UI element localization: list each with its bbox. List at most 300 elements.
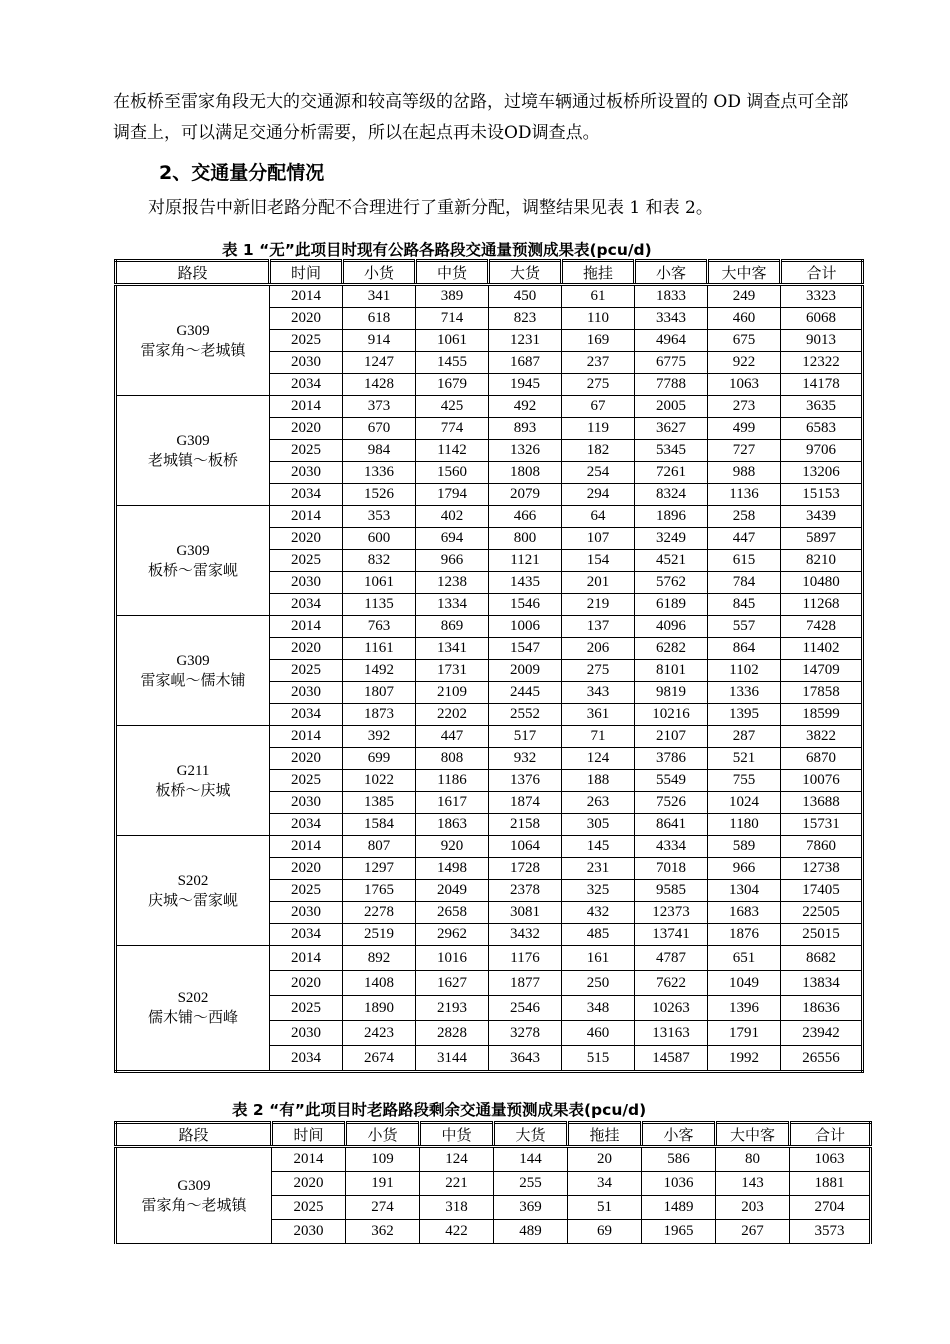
column-header: 合计 <box>790 1123 871 1147</box>
volume-cell: 485 <box>562 924 635 946</box>
volume-cell: 1231 <box>489 330 562 352</box>
volume-cell: 1024 <box>708 792 781 814</box>
volume-cell: 13163 <box>635 1021 708 1046</box>
volume-cell: 25015 <box>781 924 863 946</box>
volume-cell: 1121 <box>489 550 562 572</box>
volume-cell: 1334 <box>416 594 489 616</box>
volume-cell: 69 <box>568 1220 642 1244</box>
segment-name: 板桥～雷家岘 <box>147 562 238 579</box>
volume-cell: 13834 <box>781 971 863 996</box>
column-header: 拖挂 <box>568 1123 642 1147</box>
volume-cell: 2107 <box>635 726 708 748</box>
volume-cell: 2158 <box>489 814 562 836</box>
volume-cell: 6870 <box>781 748 863 770</box>
volume-cell: 755 <box>708 770 781 792</box>
segment-cell <box>116 396 270 506</box>
volume-cell: 447 <box>416 726 489 748</box>
column-header: 路段 <box>116 1123 272 1147</box>
volume-cell: 3323 <box>781 285 863 308</box>
year-cell: 2020 <box>272 1172 346 1196</box>
volume-cell: 1863 <box>416 814 489 836</box>
volume-cell: 1584 <box>343 814 416 836</box>
volume-cell: 2445 <box>489 682 562 704</box>
volume-cell: 2009 <box>489 660 562 682</box>
volume-cell: 1063 <box>708 374 781 396</box>
volume-cell: 460 <box>562 1021 635 1046</box>
year-cell: 2034 <box>270 924 343 946</box>
year-cell: 2014 <box>270 506 343 528</box>
segment-cell <box>116 616 270 726</box>
volume-cell: 18636 <box>781 996 863 1021</box>
volume-cell: 273 <box>708 396 781 418</box>
volume-cell: 348 <box>562 996 635 1021</box>
year-cell: 2020 <box>270 638 343 660</box>
volume-cell: 5345 <box>635 440 708 462</box>
road-segment-group <box>116 506 863 616</box>
volume-cell: 2278 <box>343 902 416 924</box>
volume-cell: 823 <box>489 308 562 330</box>
volume-cell: 3439 <box>781 506 863 528</box>
volume-cell: 1808 <box>489 462 562 484</box>
volume-cell: 201 <box>562 572 635 594</box>
volume-cell: 845 <box>708 594 781 616</box>
volume-cell: 1408 <box>343 971 416 996</box>
volume-cell: 4521 <box>635 550 708 572</box>
volume-cell: 23942 <box>781 1021 863 1046</box>
table-header-row <box>116 1123 871 1147</box>
volume-cell: 1731 <box>416 660 489 682</box>
year-cell: 2030 <box>270 1021 343 1046</box>
year-cell: 2030 <box>270 682 343 704</box>
intro-paragraph-2: 对原报告中新旧老路分配不合理进行了重新分配，调整结果见表 1 和表 2。 <box>148 198 713 218</box>
table-row <box>116 726 863 748</box>
volume-cell: 3278 <box>489 1021 562 1046</box>
volume-cell: 3432 <box>489 924 562 946</box>
column-header: 时间 <box>270 261 343 285</box>
volume-cell: 675 <box>708 330 781 352</box>
volume-cell: 80 <box>716 1147 790 1172</box>
volume-cell: 145 <box>562 836 635 858</box>
volume-cell: 1341 <box>416 638 489 660</box>
volume-cell: 9013 <box>781 330 863 352</box>
volume-cell: 11402 <box>781 638 863 660</box>
volume-cell: 808 <box>416 748 489 770</box>
volume-cell: 305 <box>562 814 635 836</box>
volume-cell: 325 <box>562 880 635 902</box>
volume-cell: 206 <box>562 638 635 660</box>
volume-cell: 274 <box>346 1196 420 1220</box>
volume-cell: 1794 <box>416 484 489 506</box>
table-row <box>116 836 863 858</box>
road-segment-group <box>116 836 863 946</box>
volume-cell: 2546 <box>489 996 562 1021</box>
table1-caption: 表 1 “无”此项目时现有公路各路段交通量预测成果表(pcu/d) <box>222 241 652 259</box>
year-cell: 2025 <box>270 770 343 792</box>
segment-name: 庆城～雷家岘 <box>147 892 238 909</box>
year-cell: 2034 <box>270 1046 343 1072</box>
volume-cell: 362 <box>346 1220 420 1244</box>
column-header: 大货 <box>489 261 562 285</box>
volume-cell: 2658 <box>416 902 489 924</box>
volume-cell: 466 <box>489 506 562 528</box>
volume-cell: 8210 <box>781 550 863 572</box>
volume-cell: 294 <box>562 484 635 506</box>
volume-cell: 1489 <box>642 1196 716 1220</box>
volume-cell: 499 <box>708 418 781 440</box>
volume-cell: 1498 <box>416 858 489 880</box>
segment-cell <box>116 836 270 946</box>
volume-cell: 600 <box>343 528 416 550</box>
volume-cell: 1063 <box>790 1147 871 1172</box>
road-segment-group <box>116 285 863 396</box>
volume-cell: 71 <box>562 726 635 748</box>
volume-cell: 714 <box>416 308 489 330</box>
year-cell: 2014 <box>270 285 343 308</box>
volume-cell: 3343 <box>635 308 708 330</box>
volume-cell: 14178 <box>781 374 863 396</box>
road-segment-group <box>116 1147 871 1244</box>
volume-cell: 2202 <box>416 704 489 726</box>
column-header: 合计 <box>781 261 863 285</box>
volume-cell: 263 <box>562 792 635 814</box>
volume-cell: 237 <box>562 352 635 374</box>
volume-cell: 3786 <box>635 748 708 770</box>
volume-cell: 7788 <box>635 374 708 396</box>
volume-cell: 10480 <box>781 572 863 594</box>
volume-cell: 694 <box>416 528 489 550</box>
volume-cell: 5897 <box>781 528 863 550</box>
year-cell: 2034 <box>270 704 343 726</box>
volume-cell: 492 <box>489 396 562 418</box>
volume-cell: 64 <box>562 506 635 528</box>
volume-cell: 124 <box>420 1147 494 1172</box>
volume-cell: 4964 <box>635 330 708 352</box>
volume-cell: 3081 <box>489 902 562 924</box>
volume-cell: 1186 <box>416 770 489 792</box>
volume-cell: 460 <box>708 308 781 330</box>
volume-cell: 1304 <box>708 880 781 902</box>
road-segment-group <box>116 946 863 1072</box>
table-row <box>116 1147 871 1172</box>
volume-cell: 2109 <box>416 682 489 704</box>
volume-cell: 1833 <box>635 285 708 308</box>
year-cell: 2025 <box>272 1196 346 1220</box>
volume-cell: 20 <box>568 1147 642 1172</box>
road-segment-group <box>116 396 863 506</box>
volume-cell: 892 <box>343 946 416 971</box>
volume-cell: 784 <box>708 572 781 594</box>
volume-cell: 1679 <box>416 374 489 396</box>
volume-cell: 219 <box>562 594 635 616</box>
volume-cell: 1022 <box>343 770 416 792</box>
year-cell: 2030 <box>270 352 343 374</box>
volume-cell: 343 <box>562 682 635 704</box>
volume-cell: 144 <box>494 1147 568 1172</box>
volume-cell: 10263 <box>635 996 708 1021</box>
volume-cell: 1881 <box>790 1172 871 1196</box>
volume-cell: 699 <box>343 748 416 770</box>
volume-cell: 1560 <box>416 462 489 484</box>
volume-cell: 1247 <box>343 352 416 374</box>
column-header: 小货 <box>346 1123 420 1147</box>
volume-cell: 864 <box>708 638 781 660</box>
volume-cell: 1006 <box>489 616 562 638</box>
volume-cell: 2423 <box>343 1021 416 1046</box>
column-header: 中货 <box>416 261 489 285</box>
volume-cell: 5549 <box>635 770 708 792</box>
volume-cell: 188 <box>562 770 635 792</box>
volume-cell: 2828 <box>416 1021 489 1046</box>
volume-cell: 13206 <box>781 462 863 484</box>
volume-cell: 8641 <box>635 814 708 836</box>
volume-cell: 1180 <box>708 814 781 836</box>
volume-cell: 6189 <box>635 594 708 616</box>
segment-name: 板桥～庆城 <box>155 782 231 799</box>
volume-cell: 515 <box>562 1046 635 1072</box>
volume-cell: 1049 <box>708 971 781 996</box>
volume-cell: 17858 <box>781 682 863 704</box>
volume-cell: 1526 <box>343 484 416 506</box>
year-cell: 2034 <box>270 484 343 506</box>
year-cell: 2014 <box>270 836 343 858</box>
column-header: 小客 <box>642 1123 716 1147</box>
road-code: S202 <box>177 990 209 1006</box>
volume-cell: 586 <box>642 1147 716 1172</box>
road-code: S202 <box>177 872 209 889</box>
volume-cell: 2049 <box>416 880 489 902</box>
volume-cell: 2704 <box>790 1196 871 1220</box>
volume-cell: 107 <box>562 528 635 550</box>
traffic-forecast-table-2 <box>114 1121 872 1244</box>
volume-cell: 6282 <box>635 638 708 660</box>
volume-cell: 26556 <box>781 1046 863 1072</box>
volume-cell: 6583 <box>781 418 863 440</box>
volume-cell: 2193 <box>416 996 489 1021</box>
volume-cell: 1102 <box>708 660 781 682</box>
segment-name: 雷家岘～儒木铺 <box>140 672 246 689</box>
column-header: 路段 <box>116 261 270 285</box>
segment-name: 儒木铺～西峰 <box>147 1010 238 1026</box>
volume-cell: 1877 <box>489 971 562 996</box>
road-code: G309 <box>176 432 210 449</box>
volume-cell: 800 <box>489 528 562 550</box>
volume-cell: 13688 <box>781 792 863 814</box>
volume-cell: 3643 <box>489 1046 562 1072</box>
volume-cell: 1547 <box>489 638 562 660</box>
volume-cell: 914 <box>343 330 416 352</box>
year-cell: 2025 <box>270 996 343 1021</box>
volume-cell: 1428 <box>343 374 416 396</box>
year-cell: 2025 <box>270 550 343 572</box>
volume-cell: 1945 <box>489 374 562 396</box>
year-cell: 2030 <box>270 572 343 594</box>
volume-cell: 1873 <box>343 704 416 726</box>
volume-cell: 119 <box>562 418 635 440</box>
volume-cell: 670 <box>343 418 416 440</box>
volume-cell: 966 <box>708 858 781 880</box>
volume-cell: 15731 <box>781 814 863 836</box>
volume-cell: 203 <box>716 1196 790 1220</box>
volume-cell: 727 <box>708 440 781 462</box>
volume-cell: 1807 <box>343 682 416 704</box>
volume-cell: 922 <box>708 352 781 374</box>
volume-cell: 1546 <box>489 594 562 616</box>
segment-cell <box>116 1147 272 1244</box>
year-cell: 2034 <box>270 594 343 616</box>
volume-cell: 988 <box>708 462 781 484</box>
year-cell: 2025 <box>270 880 343 902</box>
year-cell: 2025 <box>270 330 343 352</box>
volume-cell: 6068 <box>781 308 863 330</box>
volume-cell: 10216 <box>635 704 708 726</box>
volume-cell: 1965 <box>642 1220 716 1244</box>
year-cell: 2030 <box>272 1220 346 1244</box>
volume-cell: 557 <box>708 616 781 638</box>
volume-cell: 3635 <box>781 396 863 418</box>
road-code: G309 <box>176 652 210 669</box>
volume-cell: 1992 <box>708 1046 781 1072</box>
segment-cell <box>116 506 270 616</box>
volume-cell: 154 <box>562 550 635 572</box>
volume-cell: 9819 <box>635 682 708 704</box>
year-cell: 2020 <box>270 971 343 996</box>
volume-cell: 61 <box>562 285 635 308</box>
volume-cell: 7018 <box>635 858 708 880</box>
volume-cell: 2674 <box>343 1046 416 1072</box>
volume-cell: 15153 <box>781 484 863 506</box>
volume-cell: 7622 <box>635 971 708 996</box>
column-header: 时间 <box>272 1123 346 1147</box>
volume-cell: 2552 <box>489 704 562 726</box>
volume-cell: 10076 <box>781 770 863 792</box>
road-code: G309 <box>176 322 210 339</box>
volume-cell: 1036 <box>642 1172 716 1196</box>
volume-cell: 932 <box>489 748 562 770</box>
road-code: G211 <box>176 762 210 779</box>
year-cell: 2020 <box>270 418 343 440</box>
volume-cell: 432 <box>562 902 635 924</box>
year-cell: 2025 <box>270 660 343 682</box>
table-row <box>116 285 863 308</box>
year-cell: 2020 <box>270 748 343 770</box>
volume-cell: 4787 <box>635 946 708 971</box>
volume-cell: 589 <box>708 836 781 858</box>
volume-cell: 1890 <box>343 996 416 1021</box>
volume-cell: 2519 <box>343 924 416 946</box>
year-cell: 2034 <box>270 814 343 836</box>
year-cell: 2014 <box>270 726 343 748</box>
volume-cell: 275 <box>562 374 635 396</box>
segment-name: 老城镇～板桥 <box>147 452 238 469</box>
volume-cell: 1238 <box>416 572 489 594</box>
volume-cell: 1395 <box>708 704 781 726</box>
column-header: 小货 <box>343 261 416 285</box>
volume-cell: 618 <box>343 308 416 330</box>
volume-cell: 12738 <box>781 858 863 880</box>
column-header: 小客 <box>635 261 708 285</box>
table-header-row <box>116 261 863 285</box>
volume-cell: 1016 <box>416 946 489 971</box>
volume-cell: 8101 <box>635 660 708 682</box>
volume-cell: 1136 <box>708 484 781 506</box>
volume-cell: 353 <box>343 506 416 528</box>
volume-cell: 402 <box>416 506 489 528</box>
volume-cell: 2962 <box>416 924 489 946</box>
volume-cell: 9706 <box>781 440 863 462</box>
volume-cell: 255 <box>494 1172 568 1196</box>
road-segment-group <box>116 726 863 836</box>
year-cell: 2020 <box>270 308 343 330</box>
volume-cell: 67 <box>562 396 635 418</box>
volume-cell: 4096 <box>635 616 708 638</box>
volume-cell: 169 <box>562 330 635 352</box>
volume-cell: 12373 <box>635 902 708 924</box>
volume-cell: 51 <box>568 1196 642 1220</box>
volume-cell: 422 <box>420 1220 494 1244</box>
volume-cell: 450 <box>489 285 562 308</box>
volume-cell: 832 <box>343 550 416 572</box>
volume-cell: 34 <box>568 1172 642 1196</box>
volume-cell: 1061 <box>343 572 416 594</box>
volume-cell: 893 <box>489 418 562 440</box>
volume-cell: 22505 <box>781 902 863 924</box>
year-cell: 2034 <box>270 374 343 396</box>
column-header: 大货 <box>494 1123 568 1147</box>
volume-cell: 341 <box>343 285 416 308</box>
table-row <box>116 616 863 638</box>
volume-cell: 3822 <box>781 726 863 748</box>
volume-cell: 1336 <box>708 682 781 704</box>
year-cell: 2025 <box>270 440 343 462</box>
year-cell: 2020 <box>270 528 343 550</box>
volume-cell: 191 <box>346 1172 420 1196</box>
volume-cell: 774 <box>416 418 489 440</box>
column-header: 大中客 <box>708 261 781 285</box>
volume-cell: 1336 <box>343 462 416 484</box>
volume-cell: 369 <box>494 1196 568 1220</box>
volume-cell: 373 <box>343 396 416 418</box>
volume-cell: 1297 <box>343 858 416 880</box>
volume-cell: 14587 <box>635 1046 708 1072</box>
column-header: 中货 <box>420 1123 494 1147</box>
volume-cell: 9585 <box>635 880 708 902</box>
volume-cell: 287 <box>708 726 781 748</box>
volume-cell: 1687 <box>489 352 562 374</box>
volume-cell: 1161 <box>343 638 416 660</box>
volume-cell: 1142 <box>416 440 489 462</box>
volume-cell: 124 <box>562 748 635 770</box>
volume-cell: 517 <box>489 726 562 748</box>
volume-cell: 12322 <box>781 352 863 374</box>
volume-cell: 447 <box>708 528 781 550</box>
road-segment-group <box>116 616 863 726</box>
volume-cell: 318 <box>420 1196 494 1220</box>
year-cell: 2030 <box>270 462 343 484</box>
year-cell: 2014 <box>272 1147 346 1172</box>
volume-cell: 1385 <box>343 792 416 814</box>
volume-cell: 1728 <box>489 858 562 880</box>
volume-cell: 267 <box>716 1220 790 1244</box>
volume-cell: 920 <box>416 836 489 858</box>
volume-cell: 1176 <box>489 946 562 971</box>
volume-cell: 1874 <box>489 792 562 814</box>
volume-cell: 489 <box>494 1220 568 1244</box>
volume-cell: 18599 <box>781 704 863 726</box>
volume-cell: 1896 <box>635 506 708 528</box>
year-cell: 2020 <box>270 858 343 880</box>
volume-cell: 250 <box>562 971 635 996</box>
volume-cell: 7860 <box>781 836 863 858</box>
